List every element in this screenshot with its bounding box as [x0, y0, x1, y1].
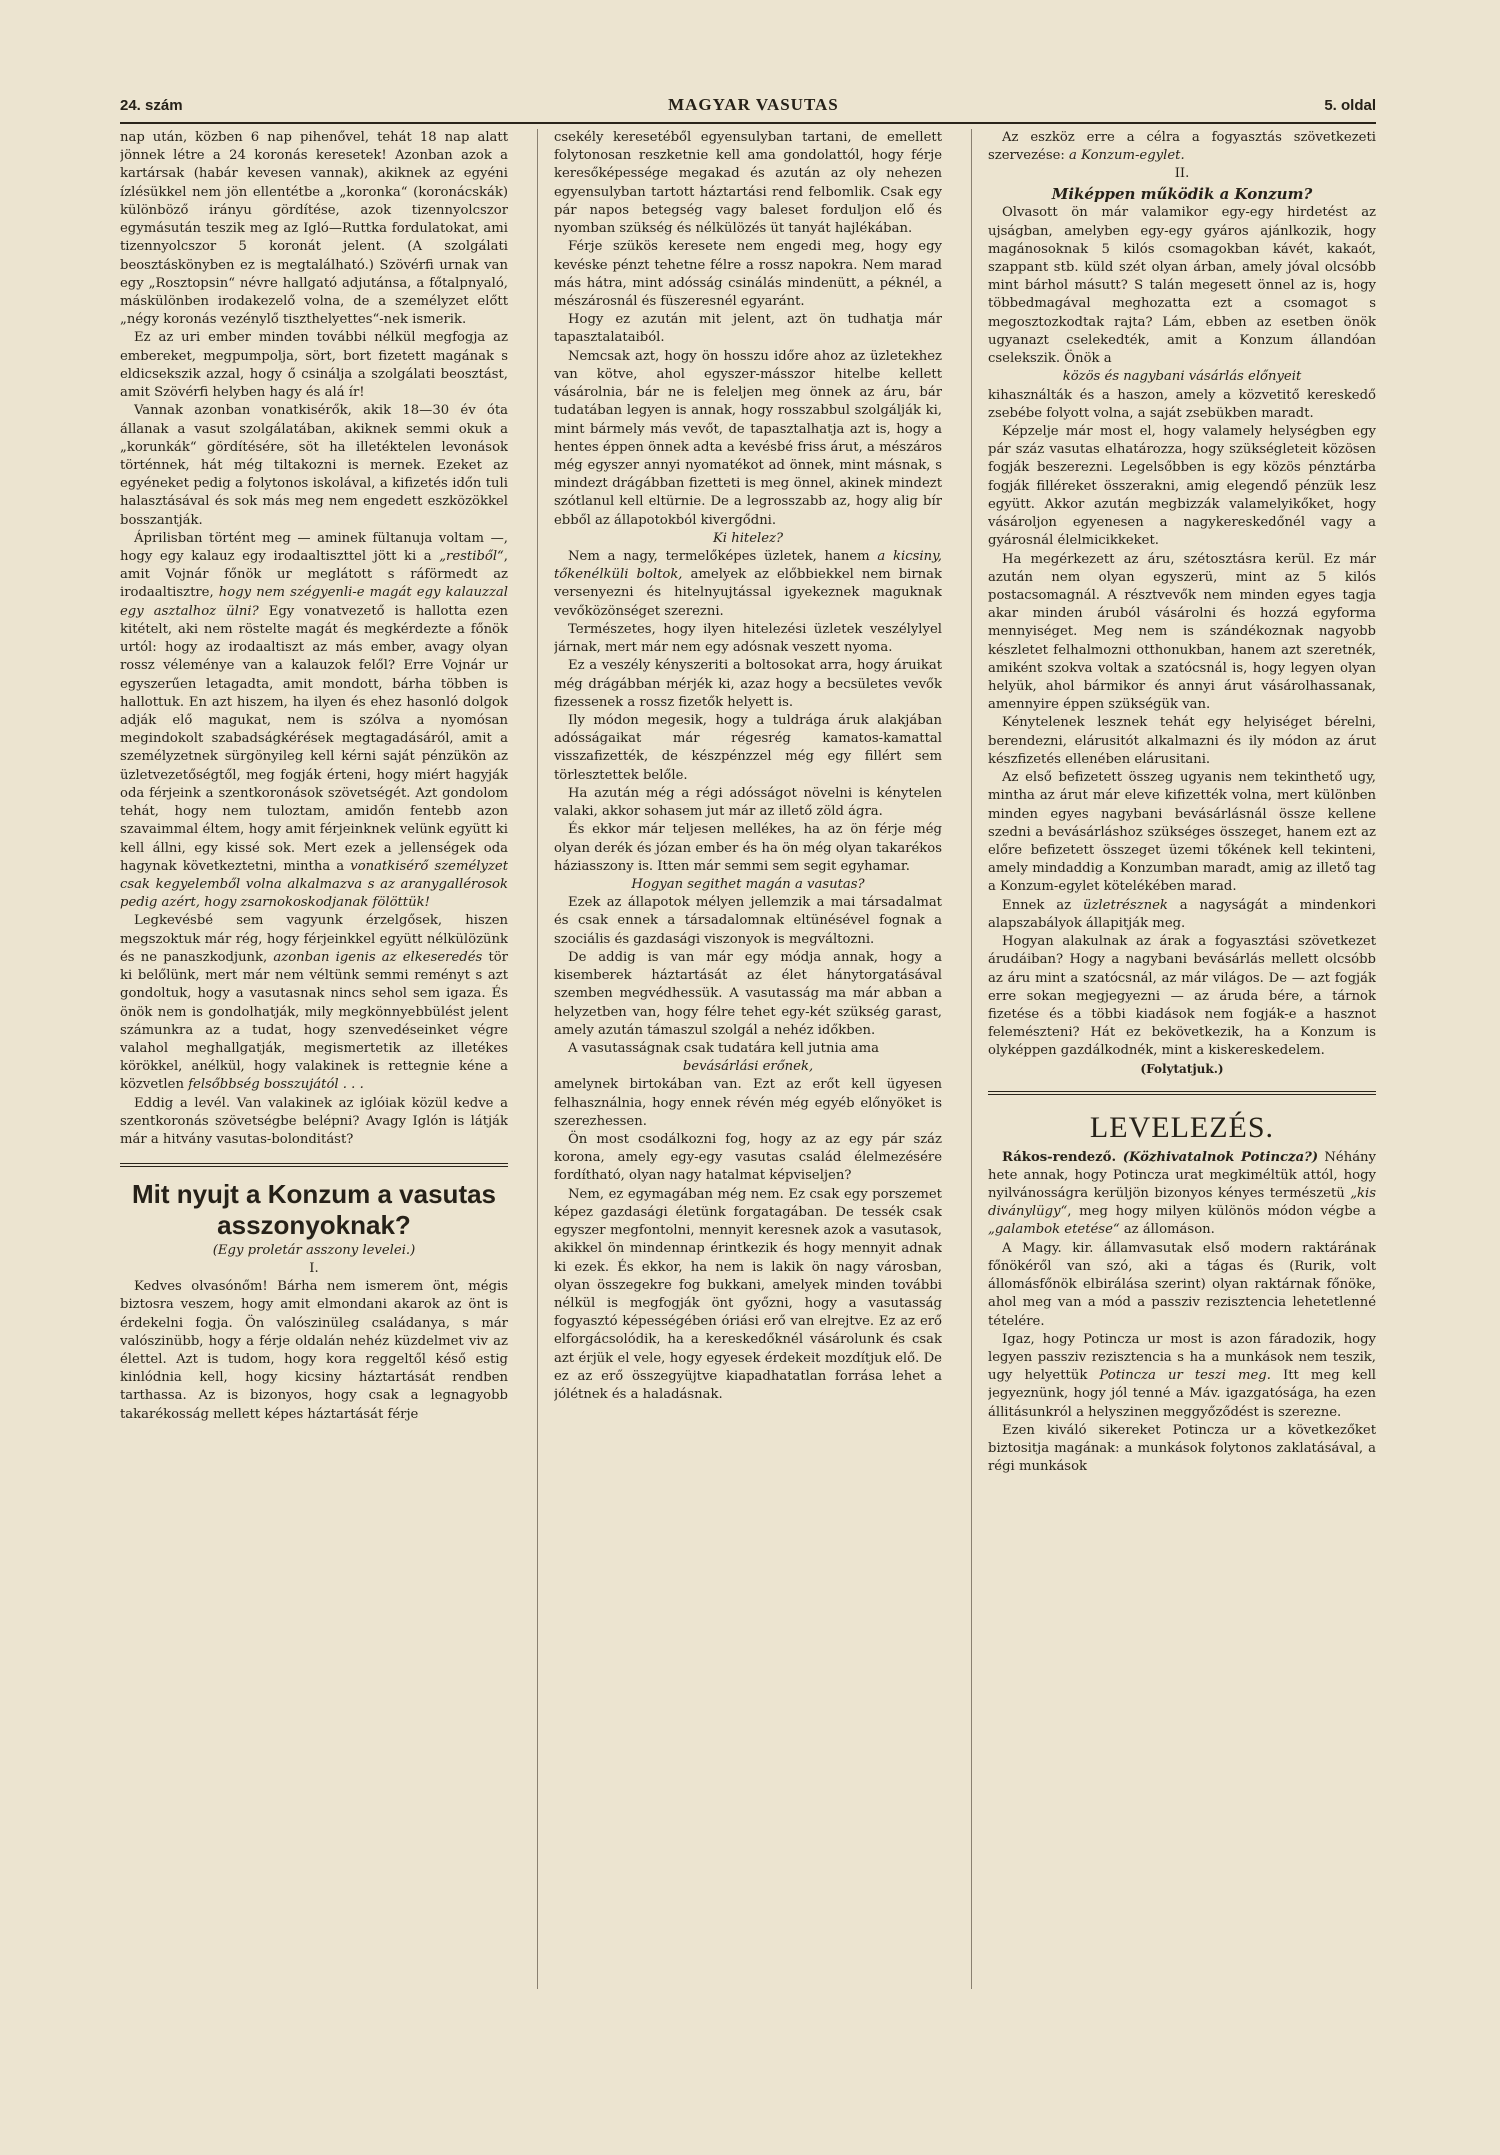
article-separator: [988, 1091, 1376, 1095]
paragraph: Ennek az üzletrésznek a nagyságát a mindenkori alapszabályok állapitják meg.: [988, 897, 1376, 931]
subheading: közös és nagybani vásárlás előnyeit: [1062, 369, 1302, 385]
paragraph: Ha megérkezett az áru, szétosztásra kerül. Ez már azután nem olyan egyszerü, mint az 5 kilós postacsomagnál. A résztvevők nem minden egyes tagja akar minden áruból vásárolni és hozzá egyforma mennyiséget. Meg nem is szándékoznak nagyobb készletet felhalmozni otthonukban, hanem azt szeretnék, amiként szokva voltak a szatócsnál is, hogy legyen olyan helyük, ahol bármikor és annyi árut vásárolhassanak, amennyire éppen szükségük van.: [988, 551, 1376, 713]
paragraph: Természetes, hogy ilyen hitelezési üzletek veszélylyel járnak, mert már nem egy adósnak veszett nyoma.: [554, 621, 942, 656]
paragraph: Kedves olvasónőm! Bárha nem ismerem önt, mégis biztosra veszem, hogy amit elmondani akarok az önt is érdekelni fogja. Ön valószinüleg családanya, s már valószinübb, hogy a férje oldalán nehéz küzdelmet viv az élettel. Azt is tudom, hogy kora reggeltől késő estig kinlódnia kell, hogy kicsiny háztartását rendben tarthassa. Az is bizonyos, hogy csak a legnagyobb takarékosság mellett képes háztartását férje: [120, 1279, 508, 1422]
section-heading: Miképpen működik a Konzum?: [1051, 184, 1313, 203]
paragraph: Legkevésbé sem vagyunk érzelgősek, hiszen megszoktuk már rég, hogy férjeinkkel együtt nélkülözünk és ne panaszkodjunk, azonban igenis az elkeseredés tör ki belőlünk, mert már nem véltünk semmi reményt s azt gondoltuk, hogy a vasutasnak nincs sehol sem igaza. És önök nem is gondolhatják, mily megkönnyebbülést jelent számunkra az a tudat, hogy szenvedéseinket végre valahol meghallgatják, megismertetik az illetékes körökkel, anélkül, hogy valakinek is rettegnie kéne a közvetlen felsőbbség bosszujától . . .: [120, 913, 508, 1093]
article-separator: [120, 1163, 508, 1167]
column-1: [120, 129, 508, 1989]
paragraph: Áprilisban történt meg — aminek fültanuja voltam —, hogy egy kalauz egy irodaaltiszttel jött ki a „restiből“, amit Vojnár főnök ur meglátott s ráförmedt az irodaaltisztre, hogy nem szégyenli-e magát egy kalauzzal egy asztalhoz ülni? Egy vonatvezető is hallotta ezen kitételt, aki nem röstelte magát és megkérdezte a főnök urtól: hogy az irodaaltiszt az más ember, avagy olyan rossz véleménye van a kalauzok felől? Erre Vojnár ur egyszerűen letagadta, amit mondott, bárha többen is hallottuk. En azt hiszem, ha ilyen és ehez hasonló dolgok adják elő magukat, nem is szólva a nyomósan megindokolt szabadságkérések megtagadásáról, amit a személyzetnek sürgönyileg kell kérni saját pénzükön az üzletvezetőségtől, meg fogják érteni, hogy miért hagyják oda férjeink a szentkoronások szövetségét. Azt gondolom tehát, hogy nem tuloztam, amidőn fentebb azon szavaimmal éltem, hogy amit férjeinknek velünk együtt ki kell állni, egy kissé sok. Mert ezek a jellenségek oda hagynak következtetni, mintha a vonatkisérő személyzet csak kegyelemből volna alkalmazva s az aranygallérosok pedig azért, hogy zsarnokoskodjanak fölöttük!: [120, 530, 508, 911]
paragraph: Olvasott ön már valamikor egy-egy hirdetést az ujságban, amelyben egy-egy gyáros ajánlkozik, hogy magánosoknak 5 kilós csomagokban kávét, kakaót, szappant stb. küld szét olyan árban, amely jóval olcsóbb mint bárhol másutt? S talán megesett önnel az is, hogy többedmagával meghozatta ezt a csomagot s megosztozkodtak rajta? Lám, ebben az esetben önök ugyanazt cselekedték, amit a Konzum állandóan cselekszik. Önök a: [988, 205, 1376, 367]
paragraph: Ha azután még a régi adósságot növelni is kénytelen valaki, akkor sohasem jut már az illető zöld ágra.: [554, 785, 942, 820]
paragraph: amelynek birtokában van. Ezt az erőt kell ügyesen felhasználnia, hogy ennek révén még egyéb előnyöket is szerezhessen.: [554, 1077, 942, 1129]
paragraph: csekély keresetéből egyensulyban tartani, de emellett folytonosan reszketnie kell ama gondolattól, hogy férje keresőképessége megakad és azután az oly nehezen egyensulyban tartott háztartási rend felbomlik. Csak egy pár napos betegség vagy baleset forduljon elő és nyomban szükség és nélkülözés üt tanyát hajlékában.: [554, 130, 942, 237]
paragraph: nap után, közben 6 nap pihenővel, tehát 18 nap alatt jönnek létre a 24 koronás keresetek! Azonban azok a kartársak (habár kevesen vannak), akiknek az egyéni ízlésükkel nem jön ellentétbe a „koronka“ (koronácskák) különböző irányu gördítése, azok tizennyolcszor egymásután teszik meg az Igló—Ruttka fordulatokat, ami tizennyolcszor 5 koronát jelent. (A szolgálati beosztáskönyben ez is megtalálható.) Szövérfi urnak van egy „Rosztopsin“ névre hallgató adjutánsa, a főtalpnyaló, máskülönben irodakezelő volna, de a személyzet előtt „négy koronás vezénylő tiszthelyettes“-nek ismerik.: [120, 130, 508, 328]
paragraph: Az eszköz erre a célra a fogyasztás szövetkezeti szervezése: a Konzum-egylet.: [988, 130, 1376, 164]
subheading: Ki hitelez?: [712, 530, 784, 546]
paragraph: Nem, ez egymagában még nem. Ez csak egy porszemet képez gazdasági életünk forgatagában. De tessék csak egyszer megfontolni, mennyit keresnek azok a vasutasok, akikkel ön mindennap érintkezik és hogy mennyit adnak ki ezek. És ekkor, ha nem is lakik ön nagy városban, olyan összegekre fog bukkani, amelyek minden további nélkül is megfogják önt győzni, hogy a vasutasság fogyasztó képességében óriási erő van elrejtve. Ez az erő elforgácsolódik, ha a kereskedőknél vásárolunk és csak azt érjük el vele, hogy egyesek érdekeit mozdítjuk elő. De ez az erő összegyüjtve kiapadhatatlan forrása lehet a jólétnek és a haladásnak.: [554, 1186, 942, 1403]
paragraph: Igaz, hogy Potincza ur most is azon fáradozik, hogy legyen passziv rezisztencia s ha a munkások nem teszik, ugy helyettük Potincza ur teszi meg. Itt meg kell jegyeznünk, hogy jól tenné a Máv. igazgatósága, ha ezen állitásunkról a helyszinen meggyőződést is szerezne.: [988, 1331, 1376, 1420]
paragraph: Nemcsak azt, hogy ön hosszu időre ahoz az üzletekhez van kötve, ahol egyszer-másszor hitelbe kellett vásárolnia, bár ne is feleljen meg önnek az áru, bár tudatában legyen is annak, hogy rosszabbul szolgálják ki, mint bármely más vevőt, de tapasztalhatja azt is, hogy a hentes éppen önnek adta a kevésbé friss árut, a mészáros még egyszer annyi nyomatékot ad önnek, mint másnak, s mindezt drágábban fizetteti is meg önnel, akinek mindezt szótlanul kell eltürnie. De a legrosszabb az, hogy alig bír ebből az állapotokból kivergődni.: [554, 348, 942, 528]
paragraph: Ez az uri ember minden további nélkül megfogja az embereket, megpumpolja, sört, bort fizetett magának s eldicsekszik azzal, hogy ő csinálja a szolgálati beosztást, amit Szövérfi helyben hagy és alá ír!: [120, 330, 508, 401]
paragraph: Eddig a levél. Van valakinek az iglóiak közül kedve a szentkoronás szövetségbe belépni? Avagy Iglón is látják már a hitvány vasutas-bolonditást?: [120, 1095, 508, 1148]
section-number: I.: [309, 1260, 319, 1276]
subheading: Hogyan segithet magán a vasutas?: [631, 876, 865, 892]
masthead-title: MAGYAR VASUTAS: [668, 95, 839, 114]
column-2: [554, 129, 942, 1989]
paragraph: Hogy ez azután mit jelent, azt ön tudhatja már tapasztalataiból.: [554, 312, 942, 346]
paragraph: Rákos-rendező. (Közhivatalnok Potincza?) Néhány hete annak, hogy Potincza urat megkiméltük attól, hogy nyilvánosságra kerüljön bizonyos kényes természetü „kis diványlügy“, meg hogy milyen különös módon végbe a „galambok etetése“ az állomáson.: [988, 1149, 1376, 1238]
header-rule: [120, 122, 1376, 124]
section-number: II.: [1174, 166, 1190, 182]
article-title: Mit nyujt a Konzum a vasutas asszonyoknak?: [131, 1179, 497, 1241]
paragraph: Kénytelenek lesznek tehát egy helyiséget bérelni, berendezni, elárusitót alkalmazni és ily módon az árut készfizetés ellenében elárusitani.: [988, 715, 1376, 767]
paragraph: Vannak azonban vonatkisérők, akik 18—30 év óta állanak a vasut szolgálatában, akiknek semmi okuk a „korunkák“ gördítésére, söt ha illetéktelen levonások történnek, hát még tiltakozni is mernek. Ezeket az egyéneket pedig a folytonos iskolával, a kifizetés időn tuli halasztásával és sok más meg nem engedett eszközökkel bosszantják.: [120, 403, 508, 528]
paragraph: Ezen kiváló sikereket Potincza ur a következőket biztositja magának: a munkások folytonos zaklatásával, a régi munkások: [988, 1422, 1376, 1475]
paragraph: Hogyan alakulnak az árak a fogyasztási szövetkezet árudáiban? Hogy a nagybani bevásárlás mellett olcsóbb az áru mint a szatócsnál, az már világos. De — azt fogják erre sokan megjegyezni — az áruda bére, a tárnok fizetése és a többi kiadások nem fogják-e a hasznot felemészteni? Hát ez bekövetkezik, ha a Konzum is olyképpen gazdálkodnék, mint a kiskereskedelem.: [988, 934, 1376, 1059]
column-divider: [537, 129, 538, 1989]
continuation-note: (Folytatjuk.): [1140, 1061, 1224, 1076]
paragraph: kihasználták és a haszon, amely a közvetitő kereskedő zsebébe folyott volna, a saját zsebükben maradt.: [988, 387, 1376, 421]
paragraph: Ezek az állapotok mélyen jellemzik a mai társadalmat és csak ennek a társadalomnak eltünésével fognak a szociális és gazdasági viszonyok is megváltozni.: [554, 895, 942, 947]
page-header: [120, 92, 1376, 118]
subheading: bevásárlási erőnek,: [682, 1059, 814, 1075]
paragraph: Férje szükös keresete nem engedi meg, hogy egy kevéske pénzt tehetne félre a rossz napokra. Nem marad más hátra, mint adósság csinálás mindenütt, a péknél, a mészárosnál és füszeresnél egyaránt.: [554, 239, 942, 309]
section-title: LEVELEZÉS.: [1089, 1111, 1275, 1145]
column-divider: [971, 129, 972, 1989]
page-number: 5. oldal: [1324, 96, 1376, 114]
paragraph: A Magy. kir. államvasutak első modern raktárának főnökéről van szó, aki a tágas és (Rurik, volt állomásfőnök elbirálása szerint) olyan raktárnak főnöke, ahol meg van a mód a passziv rezisztencia lehetetlenné tételére.: [988, 1240, 1376, 1329]
paragraph: De addig is van már egy módja annak, hogy a kisemberek háztartását az élet hánytorgatásával szemben megvédhessük. A vasutasság ma már abban a helyzetben van, hogy félre tehet egy-két szükség garast, amely azután támaszul szolgál a nehéz időkben.: [554, 949, 942, 1038]
column-3: [988, 129, 1376, 1989]
article-subtitle: (Egy proletár asszony levelei.): [212, 1242, 416, 1258]
paragraph: Ez a veszély kényszeriti a boltosokat arra, hogy áruikat még drágábban mérjék ki, azaz hogy a becsületes vevők fizessenek a rossz fizetők helyett is.: [554, 658, 942, 710]
issue-number: 24. szám: [120, 96, 183, 114]
paragraph: Ily módon megesik, hogy a tuldrága áruk alakjában adósságaikat már régesrég kamatos-kamattal visszafizették, de készpénzzel még egy fillért sem törlesztettek belőle.: [554, 713, 942, 783]
paragraph: Az első befizetett összeg ugyanis nem tekinthető ugy, mintha az árut már eleve kifizették volna, mert különben minden egyes nagybani bevásárlásnál össze kellene szedni a bevásárláshoz szükséges összeget, hanem ezt az előre befizetett összeget üzemi tőkének kell tekinteni, amely mindaddig a Konzumban maradt, amig az illető tag a Konzum-egylet kötelékében marad.: [988, 770, 1376, 895]
paragraph: És ekkor már teljesen mellékes, ha az ön férje még olyan derék és józan ember és ha ön még olyan takarékos háziasszony is. Itten már semmi sem segit egyhamar.: [554, 822, 942, 874]
paragraph: Ön most csodálkozni fog, hogy az az egy pár száz korona, amely egy-egy vasutas család élelmezésére fordítható, olyan nagy hatalmat képviseljen?: [554, 1132, 942, 1184]
paragraph: Képzelje már most el, hogy valamely helységben egy pár száz vasutas elhatározza, hogy szükségleteit közösen fogják beszerezni. Legelsőbben is egy közös pénztárba fogják filléreket összerakni, amig elegendő pénzük lesz együtt. Akkor azután megbizzák valamelyikőket, hogy vásároljon egyenesen a nagykereskedőnél vagy a gyárosnál élelmicikkeket.: [988, 423, 1376, 549]
paragraph: A vasutasságnak csak tudatára kell jutnia ama: [568, 1040, 879, 1056]
paragraph: Nem a nagy, termelőképes üzletek, hanem a kicsiny, tőkenélküli boltok, amelyek az előbbiekkel nem birnak versenyezni és hitelnyujtással igyekeznek maguknak vevőközönséget szerezni.: [554, 549, 942, 619]
